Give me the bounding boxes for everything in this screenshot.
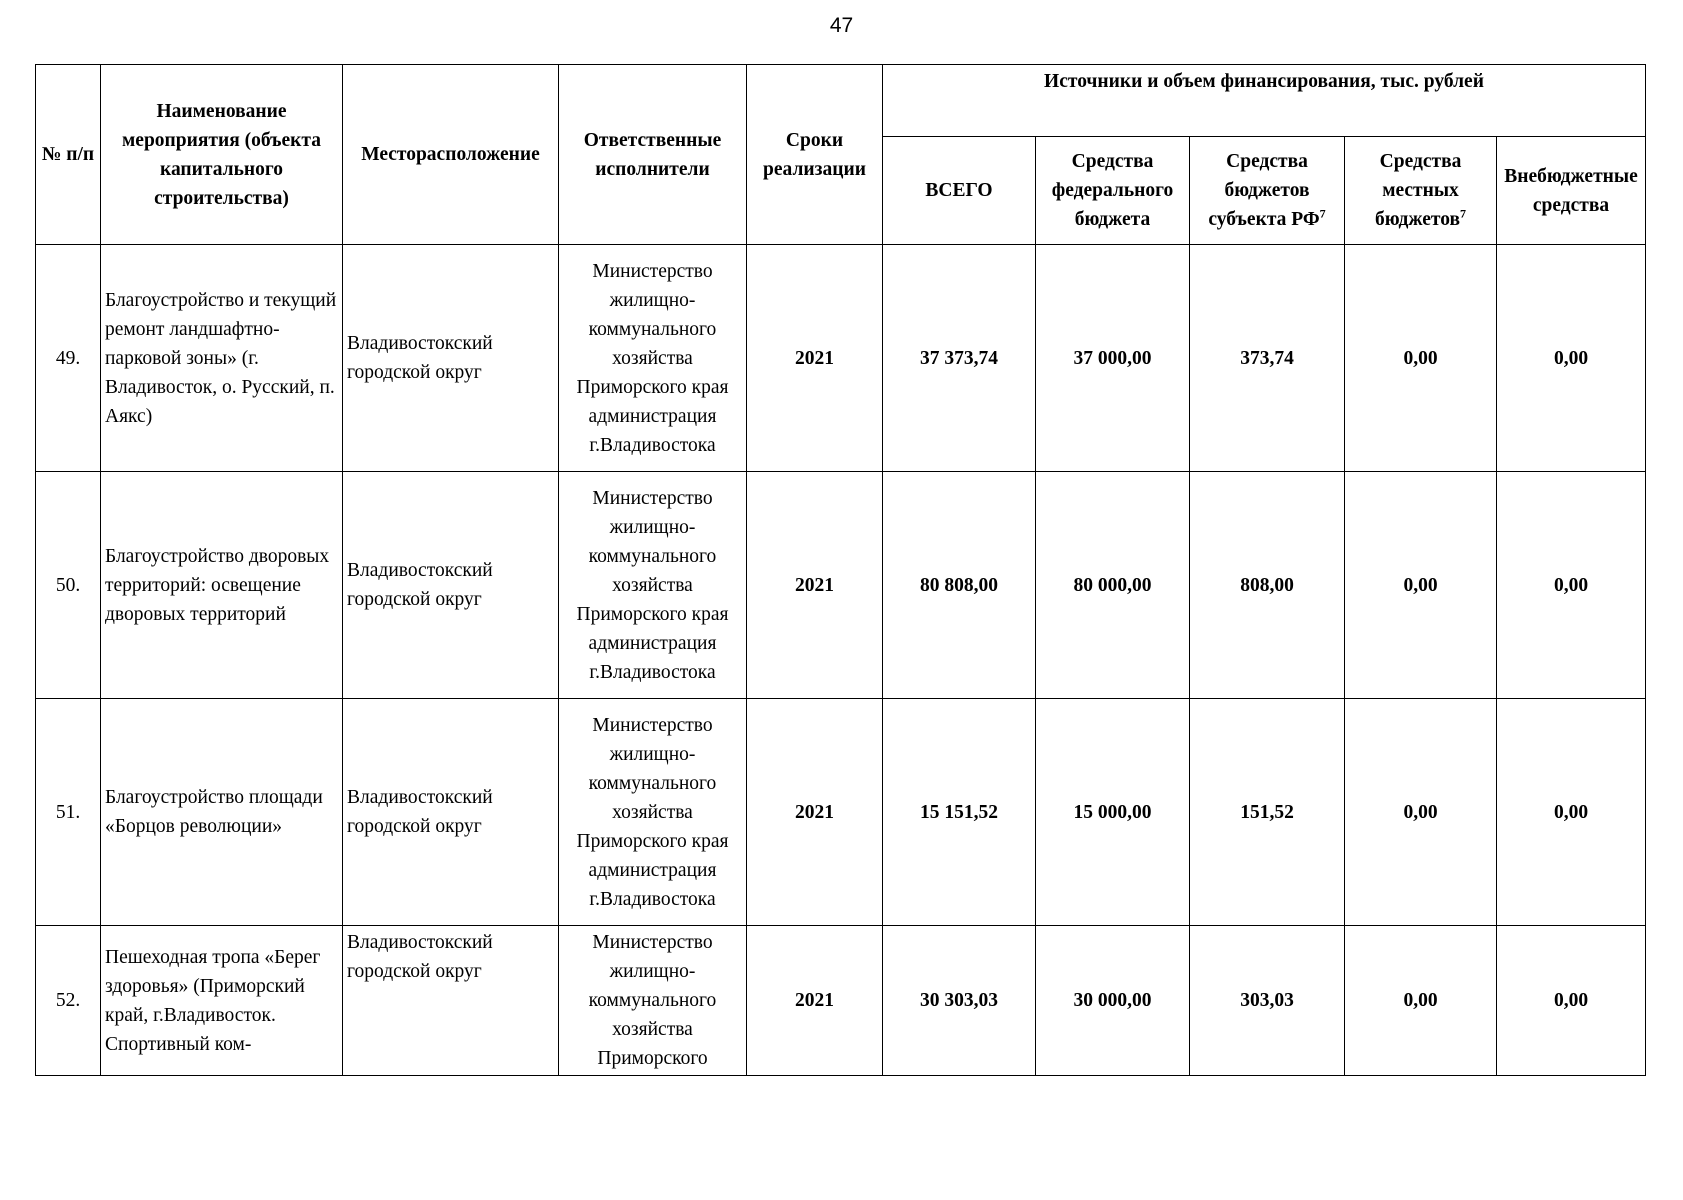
row-total: 37 373,74 (883, 245, 1036, 472)
header-federal: Средства федерального бюджета (1036, 137, 1190, 245)
row-num: 50. (36, 472, 101, 699)
header-subject (1190, 137, 1345, 245)
row-name: Благоустройство дворовых территорий: освещение дворовых территорий (101, 472, 343, 699)
row-extra: 0,00 (1497, 245, 1646, 472)
table-row (36, 926, 1646, 1076)
row-subject: 808,00 (1190, 472, 1345, 699)
row-subject: 373,74 (1190, 245, 1345, 472)
row-term: 2021 (747, 699, 883, 926)
header-total: ВСЕГО (883, 137, 1036, 245)
header-sources: Источники и объем финансирования, тыс. рублей (883, 65, 1646, 137)
row-num: 51. (36, 699, 101, 926)
row-federal: 37 000,00 (1036, 245, 1190, 472)
row-total: 80 808,00 (883, 472, 1036, 699)
header-term: Сроки реализации (747, 65, 883, 245)
header-num: № п/п (36, 65, 101, 245)
row-subject: 303,03 (1190, 926, 1345, 1076)
table-row (36, 699, 1646, 926)
row-local: 0,00 (1345, 472, 1497, 699)
row-responsible: Министерство жилищно-коммунального хозяйства Приморского края администрация г.Владивостока (559, 472, 747, 699)
row-term: 2021 (747, 472, 883, 699)
table-row (36, 245, 1646, 472)
row-location: Владивостокский городской округ (343, 699, 559, 926)
row-total: 15 151,52 (883, 699, 1036, 926)
row-term: 2021 (747, 926, 883, 1076)
header-extra: Внебюджетные средства (1497, 137, 1646, 245)
row-federal: 15 000,00 (1036, 699, 1190, 926)
header-location: Месторасположение (343, 65, 559, 245)
row-name: Благоустройство площади «Борцов революции» (101, 699, 343, 926)
row-total: 30 303,03 (883, 926, 1036, 1076)
header-local-label: Средства местных бюджетов (1374, 151, 1462, 230)
row-location: Владивостокский городской округ (343, 926, 559, 1076)
header-local-footnote: 7 (1460, 206, 1467, 221)
row-federal: 30 000,00 (1036, 926, 1190, 1076)
row-federal: 80 000,00 (1036, 472, 1190, 699)
header-subject-label: Средства бюджетов субъекта РФ (1208, 151, 1320, 230)
table-row (36, 472, 1646, 699)
row-subject: 151,52 (1190, 699, 1345, 926)
row-location: Владивостокский городской округ (343, 245, 559, 472)
header-responsible: Ответственные исполнители (559, 65, 747, 245)
row-local: 0,00 (1345, 926, 1497, 1076)
row-extra: 0,00 (1497, 699, 1646, 926)
row-term: 2021 (747, 245, 883, 472)
header-name: Наименование мероприятия (объекта капитального строительства) (101, 65, 343, 245)
header-local (1345, 137, 1497, 245)
row-local: 0,00 (1345, 699, 1497, 926)
header-subject-footnote: 7 (1319, 206, 1326, 221)
row-extra: 0,00 (1497, 926, 1646, 1076)
row-name: Пешеходная тропа «Берег здоровья» (Приморский край, г.Владивосток. Спортивный ком- (101, 926, 343, 1076)
row-num: 49. (36, 245, 101, 472)
row-responsible: Министерство жилищно-коммунального хозяйства Приморского края администрация г.Владивостока (559, 245, 747, 472)
row-num: 52. (36, 926, 101, 1076)
row-name: Благоустройство и текущий ремонт ландшафтно-парковой зоны» (г. Владивосток, о. Русский, п. Аякс) (101, 245, 343, 472)
row-responsible: Министерство жилищно-коммунального хозяйства Приморского (559, 926, 747, 1076)
financing-table (35, 64, 1646, 1076)
row-local: 0,00 (1345, 245, 1497, 472)
row-extra: 0,00 (1497, 472, 1646, 699)
row-location: Владивостокский городской округ (343, 472, 559, 699)
row-responsible: Министерство жилищно-коммунального хозяйства Приморского края администрация г.Владивостока (559, 699, 747, 926)
page-number: 47 (829, 14, 854, 37)
